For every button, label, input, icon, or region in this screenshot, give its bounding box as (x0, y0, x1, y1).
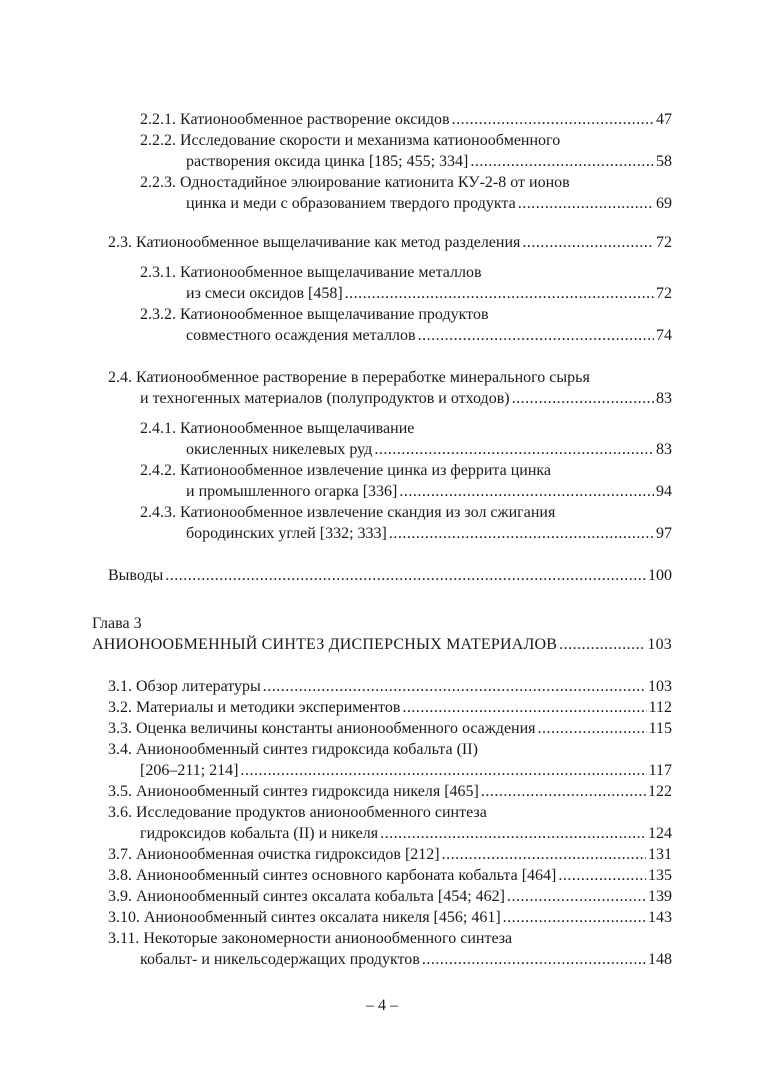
toc-entry-title: 2.2.3. Одностадийное элюирование катионита КУ-2-8 от ионов (140, 174, 570, 191)
toc-section-title: 3.7. Анионообменная очистка гидроксидов [212] (108, 846, 440, 863)
toc-section-title: 3.1. Обзор литературы (108, 678, 261, 695)
toc-section-title: кобальт- и никельсодержащих продуктов (140, 951, 420, 968)
toc-entry-title: растворения оксида цинка [185; 455; 334] (186, 153, 469, 170)
toc-page-number: 47 (656, 111, 672, 128)
toc-section (140, 389, 672, 409)
toc-section-title: 3.3. Оценка величины константы анионообменного осаждения (108, 720, 536, 737)
toc-section (108, 719, 672, 739)
toc-leader-dots (481, 782, 646, 802)
toc-leader-dots (165, 566, 646, 586)
toc-leader-dots (507, 887, 646, 907)
toc-section-title: Выводы (108, 567, 164, 584)
toc-section (140, 950, 672, 970)
toc-section (108, 908, 672, 928)
toc-page-number: 83 (656, 390, 672, 407)
toc-entry (186, 440, 672, 460)
toc-conclusions (108, 566, 672, 586)
chapter-label: Глава 3 (92, 615, 142, 632)
toc-section (108, 233, 672, 253)
toc-section-title: 3.11. Некоторые закономерности анионообменного синтеза (108, 930, 513, 947)
toc-leader-dots (558, 866, 646, 886)
toc-page-number: 72 (656, 234, 672, 251)
toc-page-number: 94 (656, 483, 672, 500)
toc-section-title: и техногенных материалов (полупродуктов и отходов) (140, 390, 510, 407)
toc-page-number: 97 (656, 525, 672, 542)
toc-section-title: гидроксидов кобальта (II) и никеля (140, 825, 379, 842)
toc-leader-dots (422, 950, 646, 970)
toc-leader-dots (402, 698, 646, 718)
toc-leader-dots (399, 482, 654, 502)
toc-entry (186, 524, 672, 544)
toc-leader-dots (522, 233, 654, 253)
toc-page-number: 143 (648, 909, 672, 926)
toc-page-number: 100 (648, 567, 672, 584)
toc-page-number: 83 (656, 441, 672, 458)
toc-leader-dots (241, 761, 647, 781)
toc-page-number: 135 (648, 867, 672, 884)
toc-leader-dots (380, 824, 646, 844)
page-number: – 4 – (366, 997, 398, 1014)
toc-page-number: 72 (656, 285, 672, 302)
toc-leader-dots (374, 440, 654, 460)
toc-leader-dots (470, 152, 654, 172)
toc-page-number: 122 (648, 783, 672, 800)
toc-entry (186, 482, 672, 502)
toc-section-title: 2.3. Катионообменное выщелачивание как метод разделения (108, 234, 521, 251)
toc-section (108, 845, 672, 865)
toc-page-number: 124 (648, 825, 672, 842)
toc-entry-title: бородинских углей [332; 333] (186, 525, 387, 542)
toc-entry-title: 2.3.1. Катионообменное выщелачивание металлов (140, 264, 482, 281)
toc-leader-dots (263, 677, 646, 697)
toc-section-title: 3.5. Анионообменный синтез гидроксида никеля [465] (108, 783, 479, 800)
toc-page-number: 58 (656, 153, 672, 170)
toc-leader-dots (538, 719, 647, 739)
toc-entry-title: окисленных никелевых руд (186, 441, 373, 458)
toc-section (140, 824, 672, 844)
toc-entry-title: 2.4.2. Катионообменное извлечение цинка из феррита цинка (140, 462, 552, 479)
toc-leader-dots (559, 635, 645, 655)
toc-leader-dots (418, 326, 654, 346)
toc-leader-dots (389, 524, 654, 544)
toc-leader-dots (503, 908, 646, 928)
toc-section-title: 3.10. Анионообменный синтез оксалата никеля [456; 461] (108, 909, 501, 926)
toc-leader-dots (518, 194, 654, 214)
toc-page-number: 139 (648, 888, 672, 905)
toc-section-title: 3.2. Материалы и методики экспериментов (108, 699, 401, 716)
toc-entry (186, 326, 672, 346)
toc-leader-dots (452, 110, 654, 130)
toc-entry-title: 2.2.1. Катионообменное растворение оксидов (140, 111, 450, 128)
toc-section (108, 887, 672, 907)
toc-section-title: [206–211; 214] (140, 762, 239, 779)
toc-page-number: 103 (647, 636, 672, 653)
toc-page-number: 74 (656, 327, 672, 344)
toc-page-number: 69 (656, 195, 672, 212)
toc-page-number: 115 (648, 720, 672, 737)
chapter-heading (92, 635, 672, 655)
toc-entry-title: 2.2.2. Исследование скорости и механизма катионообменного (140, 132, 561, 149)
toc-section-title: 3.8. Анионообменный синтез основного карбоната кобальта [464] (108, 867, 557, 884)
toc-page-number: 131 (648, 846, 672, 863)
toc-section (108, 782, 672, 802)
toc-leader-dots (512, 389, 654, 409)
chapter-title: АНИОНООБМЕННЫЙ СИНТЕЗ ДИСПЕРСНЫХ МАТЕРИАЛОВ (92, 636, 558, 653)
toc-entry-title: 2.4.1. Катионообменное выщелачивание (140, 420, 415, 437)
toc-page-number: 117 (648, 762, 672, 779)
toc-section (108, 866, 672, 886)
toc-page-number: 148 (648, 951, 672, 968)
toc-leader-dots (442, 845, 646, 865)
toc-entry-title: цинка и меди с образованием твердого продукта (186, 195, 516, 212)
toc-section-title: 3.9. Анионообменный синтез оксалата кобальта [454; 462] (108, 888, 506, 905)
toc-entry (186, 284, 672, 304)
toc-section (140, 761, 672, 781)
toc-section (108, 677, 672, 697)
toc-entry-title: совместного осаждения металлов (186, 327, 416, 344)
toc-entry-title: 2.4.3. Катионообменное извлечение скандия из зол сжигания (140, 504, 556, 521)
toc-entry-title: и промышленного огарка [336] (186, 483, 398, 500)
toc-section-title: 2.4. Катионообменное растворение в переработке минерального сырья (108, 369, 590, 386)
toc-page-number: 112 (648, 699, 672, 716)
toc-page-number: 103 (648, 678, 672, 695)
toc-leader-dots (345, 284, 654, 304)
toc-entry (140, 110, 672, 130)
toc-entry-title: 2.3.2. Катионообменное выщелачивание продуктов (140, 306, 489, 323)
toc-entry (186, 152, 672, 172)
toc-entry (186, 194, 672, 214)
toc-section-title: 3.4. Анионообменный синтез гидроксида кобальта (II) (108, 741, 478, 758)
toc-entry-title: из смеси оксидов [458] (186, 285, 343, 302)
toc-section (108, 698, 672, 718)
toc-section-title: 3.6. Исследование продуктов анионообменного синтеза (108, 804, 487, 821)
